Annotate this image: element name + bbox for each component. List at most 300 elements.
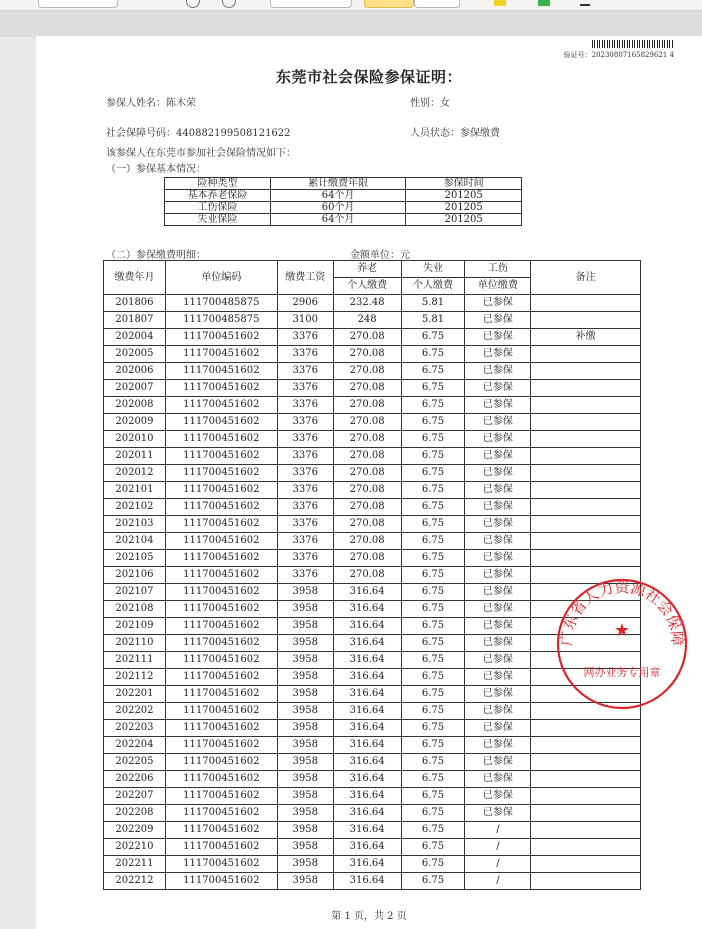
table-cell	[531, 805, 641, 822]
table-cell	[531, 839, 641, 856]
table-row	[104, 499, 641, 516]
table-cell: 202101	[104, 482, 166, 499]
table-cell	[531, 465, 641, 482]
table-cell: 111700451602	[165, 822, 277, 839]
stamp-tool-icon[interactable]	[580, 0, 590, 6]
table-cell: 270.08	[333, 448, 401, 465]
table-cell: 已参保	[465, 635, 531, 652]
table-cell: 111700485875	[165, 312, 277, 329]
table-cell: 已参保	[465, 499, 531, 516]
table-cell: 111700451602	[165, 720, 277, 737]
table-cell: 111700485875	[165, 295, 277, 312]
table-cell: 270.08	[333, 482, 401, 499]
table-cell: 已参保	[465, 584, 531, 601]
table-row	[104, 873, 641, 890]
table-cell: 316.64	[333, 720, 401, 737]
table-cell: 3958	[277, 669, 333, 686]
table-cell: 111700451602	[165, 788, 277, 805]
seal-text: 广东省人力资源社会保障	[557, 578, 687, 647]
basic-row	[165, 190, 522, 202]
table-cell: 202102	[104, 499, 166, 516]
table-cell: 补缴	[531, 329, 641, 346]
basic-row	[165, 214, 522, 226]
header-unit-pay: 单位缴费	[465, 278, 531, 295]
basic-cell: 64个月	[270, 190, 406, 202]
table-cell: 3376	[277, 414, 333, 431]
table-cell: 202008	[104, 397, 166, 414]
basic-cell: 64个月	[270, 214, 406, 226]
table-cell: 6.75	[401, 363, 465, 380]
table-row	[104, 822, 641, 839]
table-cell: 3376	[277, 499, 333, 516]
table-cell: 270.08	[333, 533, 401, 550]
table-cell: 202109	[104, 618, 166, 635]
table-cell: 6.75	[401, 652, 465, 669]
table-cell: 111700451602	[165, 448, 277, 465]
table-cell: 3958	[277, 703, 333, 720]
page-title: 东莞市社会保险参保证明：	[275, 68, 462, 86]
table-cell: 6.75	[401, 482, 465, 499]
status-line: 人员状态：参保缴费	[410, 128, 500, 139]
table-cell: 已参保	[465, 482, 531, 499]
table-cell: 202210	[104, 839, 166, 856]
table-row	[104, 380, 641, 397]
table-row	[104, 363, 641, 380]
table-cell: /	[465, 822, 531, 839]
table-cell	[531, 516, 641, 533]
highlight-tool-button[interactable]	[364, 0, 414, 8]
table-cell: 已参保	[465, 516, 531, 533]
table-cell: 3376	[277, 346, 333, 363]
table-cell: 3958	[277, 652, 333, 669]
table-cell: 6.75	[401, 703, 465, 720]
seal-star-icon: ★	[613, 620, 631, 641]
table-cell: 202005	[104, 346, 166, 363]
table-cell: 270.08	[333, 499, 401, 516]
table-cell: 111700451602	[165, 329, 277, 346]
basic-cell: 201205	[406, 190, 522, 202]
section1-heading: （一）参保基本情况：	[106, 164, 206, 175]
basic-cell: 201205	[406, 214, 522, 226]
section2-heading: （二）参保缴费明细：	[106, 250, 206, 261]
table-cell: 已参保	[465, 465, 531, 482]
table-cell: 270.08	[333, 363, 401, 380]
table-cell: 6.75	[401, 635, 465, 652]
yellow-square-icon[interactable]	[494, 0, 506, 6]
table-cell: 已参保	[465, 329, 531, 346]
page-number-field[interactable]	[270, 0, 352, 8]
table-cell: 已参保	[465, 380, 531, 397]
table-cell: 201806	[104, 295, 166, 312]
basic-cell: 基本养老保险	[165, 190, 271, 202]
table-cell	[531, 873, 641, 890]
basic-cell: 60个月	[270, 202, 406, 214]
table-cell: 6.75	[401, 788, 465, 805]
table-cell: 已参保	[465, 346, 531, 363]
table-cell: 3376	[277, 363, 333, 380]
table-cell: 111700451602	[165, 584, 277, 601]
table-cell: 6.75	[401, 737, 465, 754]
table-cell: 已参保	[465, 448, 531, 465]
table-cell: 202103	[104, 516, 166, 533]
table-row	[104, 397, 641, 414]
viewer-area-header	[0, 10, 702, 37]
table-cell: 3958	[277, 805, 333, 822]
table-cell: 202104	[104, 533, 166, 550]
table-cell: 6.75	[401, 516, 465, 533]
table-cell: 232.48	[333, 295, 401, 312]
table-row	[104, 754, 641, 771]
table-cell: 202007	[104, 380, 166, 397]
table-cell: 已参保	[465, 363, 531, 380]
table-cell: 270.08	[333, 414, 401, 431]
table-cell: 6.75	[401, 771, 465, 788]
table-cell: 111700451602	[165, 397, 277, 414]
table-cell	[531, 788, 641, 805]
green-square-icon[interactable]	[538, 0, 550, 6]
table-cell: 111700451602	[165, 839, 277, 856]
table-row	[104, 414, 641, 431]
table-cell: 202202	[104, 703, 166, 720]
table-cell: 3958	[277, 618, 333, 635]
name-line: 参保人姓名：陈木荣	[106, 98, 196, 109]
table-cell	[531, 414, 641, 431]
basic-cell: 失业保险	[165, 214, 271, 226]
table-cell: 111700451602	[165, 856, 277, 873]
table-cell: 3958	[277, 686, 333, 703]
table-cell: 111700451602	[165, 618, 277, 635]
table-cell: 270.08	[333, 329, 401, 346]
table-cell	[531, 295, 641, 312]
gender-line: 性别：女	[410, 98, 450, 109]
table-cell: /	[465, 839, 531, 856]
table-cell: 6.75	[401, 499, 465, 516]
table-cell: 202105	[104, 550, 166, 567]
table-cell: 6.75	[401, 448, 465, 465]
table-cell: 111700451602	[165, 363, 277, 380]
amount-unit-label: 金额单位：元	[350, 250, 410, 261]
table-cell: 5.81	[401, 295, 465, 312]
table-cell: 3376	[277, 550, 333, 567]
table-cell: 316.64	[333, 805, 401, 822]
table-cell: 316.64	[333, 771, 401, 788]
table-row	[104, 329, 641, 346]
table-cell: 202107	[104, 584, 166, 601]
table-cell: 202209	[104, 822, 166, 839]
table-cell: 316.64	[333, 618, 401, 635]
table-cell: 6.75	[401, 465, 465, 482]
zoom-out-icon[interactable]	[186, 0, 200, 8]
table-cell: 202201	[104, 686, 166, 703]
table-cell: 已参保	[465, 567, 531, 584]
table-row	[104, 448, 641, 465]
header-pension: 养老	[333, 261, 401, 278]
basic-header-cell: 参保时间	[406, 178, 522, 190]
table-cell: 270.08	[333, 397, 401, 414]
table-cell: 111700451602	[165, 771, 277, 788]
table-cell: 已参保	[465, 720, 531, 737]
table-cell: 6.75	[401, 805, 465, 822]
table-cell: 202110	[104, 635, 166, 652]
table-cell: 202204	[104, 737, 166, 754]
table-cell: 202108	[104, 601, 166, 618]
table-cell: 3958	[277, 839, 333, 856]
table-cell: 316.64	[333, 652, 401, 669]
table-cell	[531, 346, 641, 363]
table-cell: 111700451602	[165, 346, 277, 363]
payment-detail-table	[103, 260, 641, 890]
header-personal-pay: 个人缴费	[401, 278, 465, 295]
table-cell: 316.64	[333, 703, 401, 720]
table-cell: 202206	[104, 771, 166, 788]
table-cell	[531, 431, 641, 448]
table-cell: 6.75	[401, 839, 465, 856]
table-cell: 3958	[277, 635, 333, 652]
table-cell: 202211	[104, 856, 166, 873]
table-row	[104, 295, 641, 312]
table-cell: 6.75	[401, 754, 465, 771]
table-cell: 202205	[104, 754, 166, 771]
table-cell: 316.64	[333, 839, 401, 856]
table-cell: 316.64	[333, 635, 401, 652]
table-cell: 316.64	[333, 856, 401, 873]
table-cell	[531, 822, 641, 839]
table-cell: 202012	[104, 465, 166, 482]
table-row	[104, 465, 641, 482]
table-cell: 202009	[104, 414, 166, 431]
table-cell: 已参保	[465, 601, 531, 618]
table-cell: 3958	[277, 754, 333, 771]
table-row	[104, 839, 641, 856]
table-cell	[531, 856, 641, 873]
table-cell: 已参保	[465, 397, 531, 414]
table-cell: 111700451602	[165, 703, 277, 720]
table-cell: 已参保	[465, 652, 531, 669]
table-cell	[531, 533, 641, 550]
table-cell: 316.64	[333, 669, 401, 686]
table-cell: 已参保	[465, 550, 531, 567]
table-cell: 111700451602	[165, 873, 277, 890]
table-cell: 316.64	[333, 686, 401, 703]
table-cell: 6.75	[401, 533, 465, 550]
table-cell	[531, 771, 641, 788]
table-cell: 6.75	[401, 584, 465, 601]
table-row	[104, 720, 641, 737]
detail-header-row	[104, 261, 641, 278]
ssn-line: 社会保障号码：440882199508121622	[106, 128, 291, 139]
table-cell: 202207	[104, 788, 166, 805]
table-cell: 270.08	[333, 346, 401, 363]
table-cell: 3958	[277, 584, 333, 601]
zoom-field[interactable]	[38, 0, 118, 8]
basic-header-cell: 险种类型	[165, 178, 271, 190]
table-cell: 6.75	[401, 567, 465, 584]
official-seal	[554, 576, 690, 712]
table-cell	[531, 550, 641, 567]
table-row	[104, 312, 641, 329]
table-cell: 6.75	[401, 431, 465, 448]
table-cell: 已参保	[465, 414, 531, 431]
table-cell: /	[465, 856, 531, 873]
intro-line: 该参保人在东莞市参加社会保险情况如下：	[106, 148, 296, 159]
table-cell: 6.75	[401, 550, 465, 567]
table-row	[104, 737, 641, 754]
table-cell: 3376	[277, 533, 333, 550]
table-cell: 202212	[104, 873, 166, 890]
table-cell: 111700451602	[165, 686, 277, 703]
table-cell: 316.64	[333, 584, 401, 601]
basic-cell: 201205	[406, 202, 522, 214]
header-wage: 缴费工资	[277, 261, 333, 295]
document-page	[36, 36, 702, 929]
table-cell: 270.08	[333, 465, 401, 482]
table-cell: 6.75	[401, 397, 465, 414]
table-cell: 2906	[277, 295, 333, 312]
table-cell: 已参保	[465, 431, 531, 448]
table-cell: 3376	[277, 329, 333, 346]
table-cell: 316.64	[333, 601, 401, 618]
table-cell: 3376	[277, 482, 333, 499]
table-cell: 6.75	[401, 873, 465, 890]
header-personal-pay: 个人缴费	[333, 278, 401, 295]
table-cell: 6.75	[401, 414, 465, 431]
table-cell: 202203	[104, 720, 166, 737]
table-cell: 3958	[277, 822, 333, 839]
table-cell: 111700451602	[165, 380, 277, 397]
table-cell: 316.64	[333, 788, 401, 805]
page-footer: 第 1 页，共 2 页	[331, 911, 407, 922]
table-cell	[531, 482, 641, 499]
table-cell: 已参保	[465, 754, 531, 771]
header-unit-code: 单位编码	[165, 261, 277, 295]
table-row	[104, 771, 641, 788]
table-cell: 111700451602	[165, 533, 277, 550]
table-cell: 3376	[277, 465, 333, 482]
table-cell: 111700451602	[165, 550, 277, 567]
basic-header-cell: 累计缴费年限	[270, 178, 406, 190]
header-month: 缴费年月	[104, 261, 166, 295]
basic-header-row	[165, 178, 522, 190]
table-row	[104, 533, 641, 550]
table-cell: 111700451602	[165, 635, 277, 652]
table-cell: 已参保	[465, 788, 531, 805]
table-cell: 202006	[104, 363, 166, 380]
table-cell: 已参保	[465, 737, 531, 754]
table-cell: 111700451602	[165, 652, 277, 669]
table-cell: 111700451602	[165, 805, 277, 822]
table-cell: 202112	[104, 669, 166, 686]
table-cell	[531, 754, 641, 771]
table-cell: 3376	[277, 431, 333, 448]
table-cell: 111700451602	[165, 431, 277, 448]
table-cell: 3958	[277, 856, 333, 873]
table-cell: 6.75	[401, 669, 465, 686]
zoom-in-icon[interactable]	[222, 0, 236, 8]
verification-number: 验证号：20230807165829621 4	[563, 51, 674, 59]
table-cell: 316.64	[333, 822, 401, 839]
tool-dropdown-button[interactable]	[414, 0, 460, 8]
table-row	[104, 856, 641, 873]
table-cell: 已参保	[465, 618, 531, 635]
table-cell: 111700451602	[165, 669, 277, 686]
table-cell: 已参保	[465, 669, 531, 686]
table-cell: 248	[333, 312, 401, 329]
table-cell: 270.08	[333, 516, 401, 533]
table-cell	[531, 380, 641, 397]
table-cell: 3958	[277, 788, 333, 805]
table-cell: 3958	[277, 771, 333, 788]
table-cell: 6.75	[401, 618, 465, 635]
basic-cell: 工伤保险	[165, 202, 271, 214]
table-cell: 3376	[277, 567, 333, 584]
table-cell: 202011	[104, 448, 166, 465]
seal-bottom-text: 网办业务专用章	[583, 666, 661, 679]
table-cell: 已参保	[465, 703, 531, 720]
table-cell	[531, 720, 641, 737]
table-cell: 6.75	[401, 380, 465, 397]
header-injury: 工伤	[465, 261, 531, 278]
table-cell: 3958	[277, 873, 333, 890]
table-cell: 已参保	[465, 295, 531, 312]
table-row	[104, 482, 641, 499]
table-cell: 316.64	[333, 737, 401, 754]
header-unemployment: 失业	[401, 261, 465, 278]
table-cell: 3376	[277, 516, 333, 533]
table-cell: /	[465, 873, 531, 890]
table-cell: 202010	[104, 431, 166, 448]
table-cell: 316.64	[333, 754, 401, 771]
table-cell: 270.08	[333, 380, 401, 397]
table-cell: 3100	[277, 312, 333, 329]
table-cell: 6.75	[401, 720, 465, 737]
table-cell: 111700451602	[165, 516, 277, 533]
table-cell: 已参保	[465, 533, 531, 550]
table-cell: 111700451602	[165, 754, 277, 771]
table-cell: 111700451602	[165, 567, 277, 584]
table-cell: 5.81	[401, 312, 465, 329]
table-cell	[531, 448, 641, 465]
barcode	[592, 40, 674, 48]
table-cell: 已参保	[465, 805, 531, 822]
table-cell: 3958	[277, 737, 333, 754]
table-cell	[531, 737, 641, 754]
table-cell: 111700451602	[165, 601, 277, 618]
table-cell: 6.75	[401, 329, 465, 346]
table-cell: 316.64	[333, 873, 401, 890]
table-cell: 202004	[104, 329, 166, 346]
table-cell: 3958	[277, 601, 333, 618]
table-row	[104, 788, 641, 805]
basic-info-table	[164, 177, 522, 226]
table-cell: 6.75	[401, 822, 465, 839]
table-cell: 3376	[277, 380, 333, 397]
basic-row	[165, 202, 522, 214]
table-row	[104, 346, 641, 363]
table-cell: 3376	[277, 397, 333, 414]
table-cell: 6.75	[401, 856, 465, 873]
table-cell: 111700451602	[165, 737, 277, 754]
header-note: 备注	[531, 261, 641, 295]
table-cell: 270.08	[333, 550, 401, 567]
table-row	[104, 805, 641, 822]
table-cell: 已参保	[465, 312, 531, 329]
table-cell: 3376	[277, 448, 333, 465]
table-row	[104, 516, 641, 533]
viewer-toolbar	[0, 0, 702, 10]
table-cell: 202111	[104, 652, 166, 669]
table-cell: 6.75	[401, 346, 465, 363]
table-row	[104, 550, 641, 567]
